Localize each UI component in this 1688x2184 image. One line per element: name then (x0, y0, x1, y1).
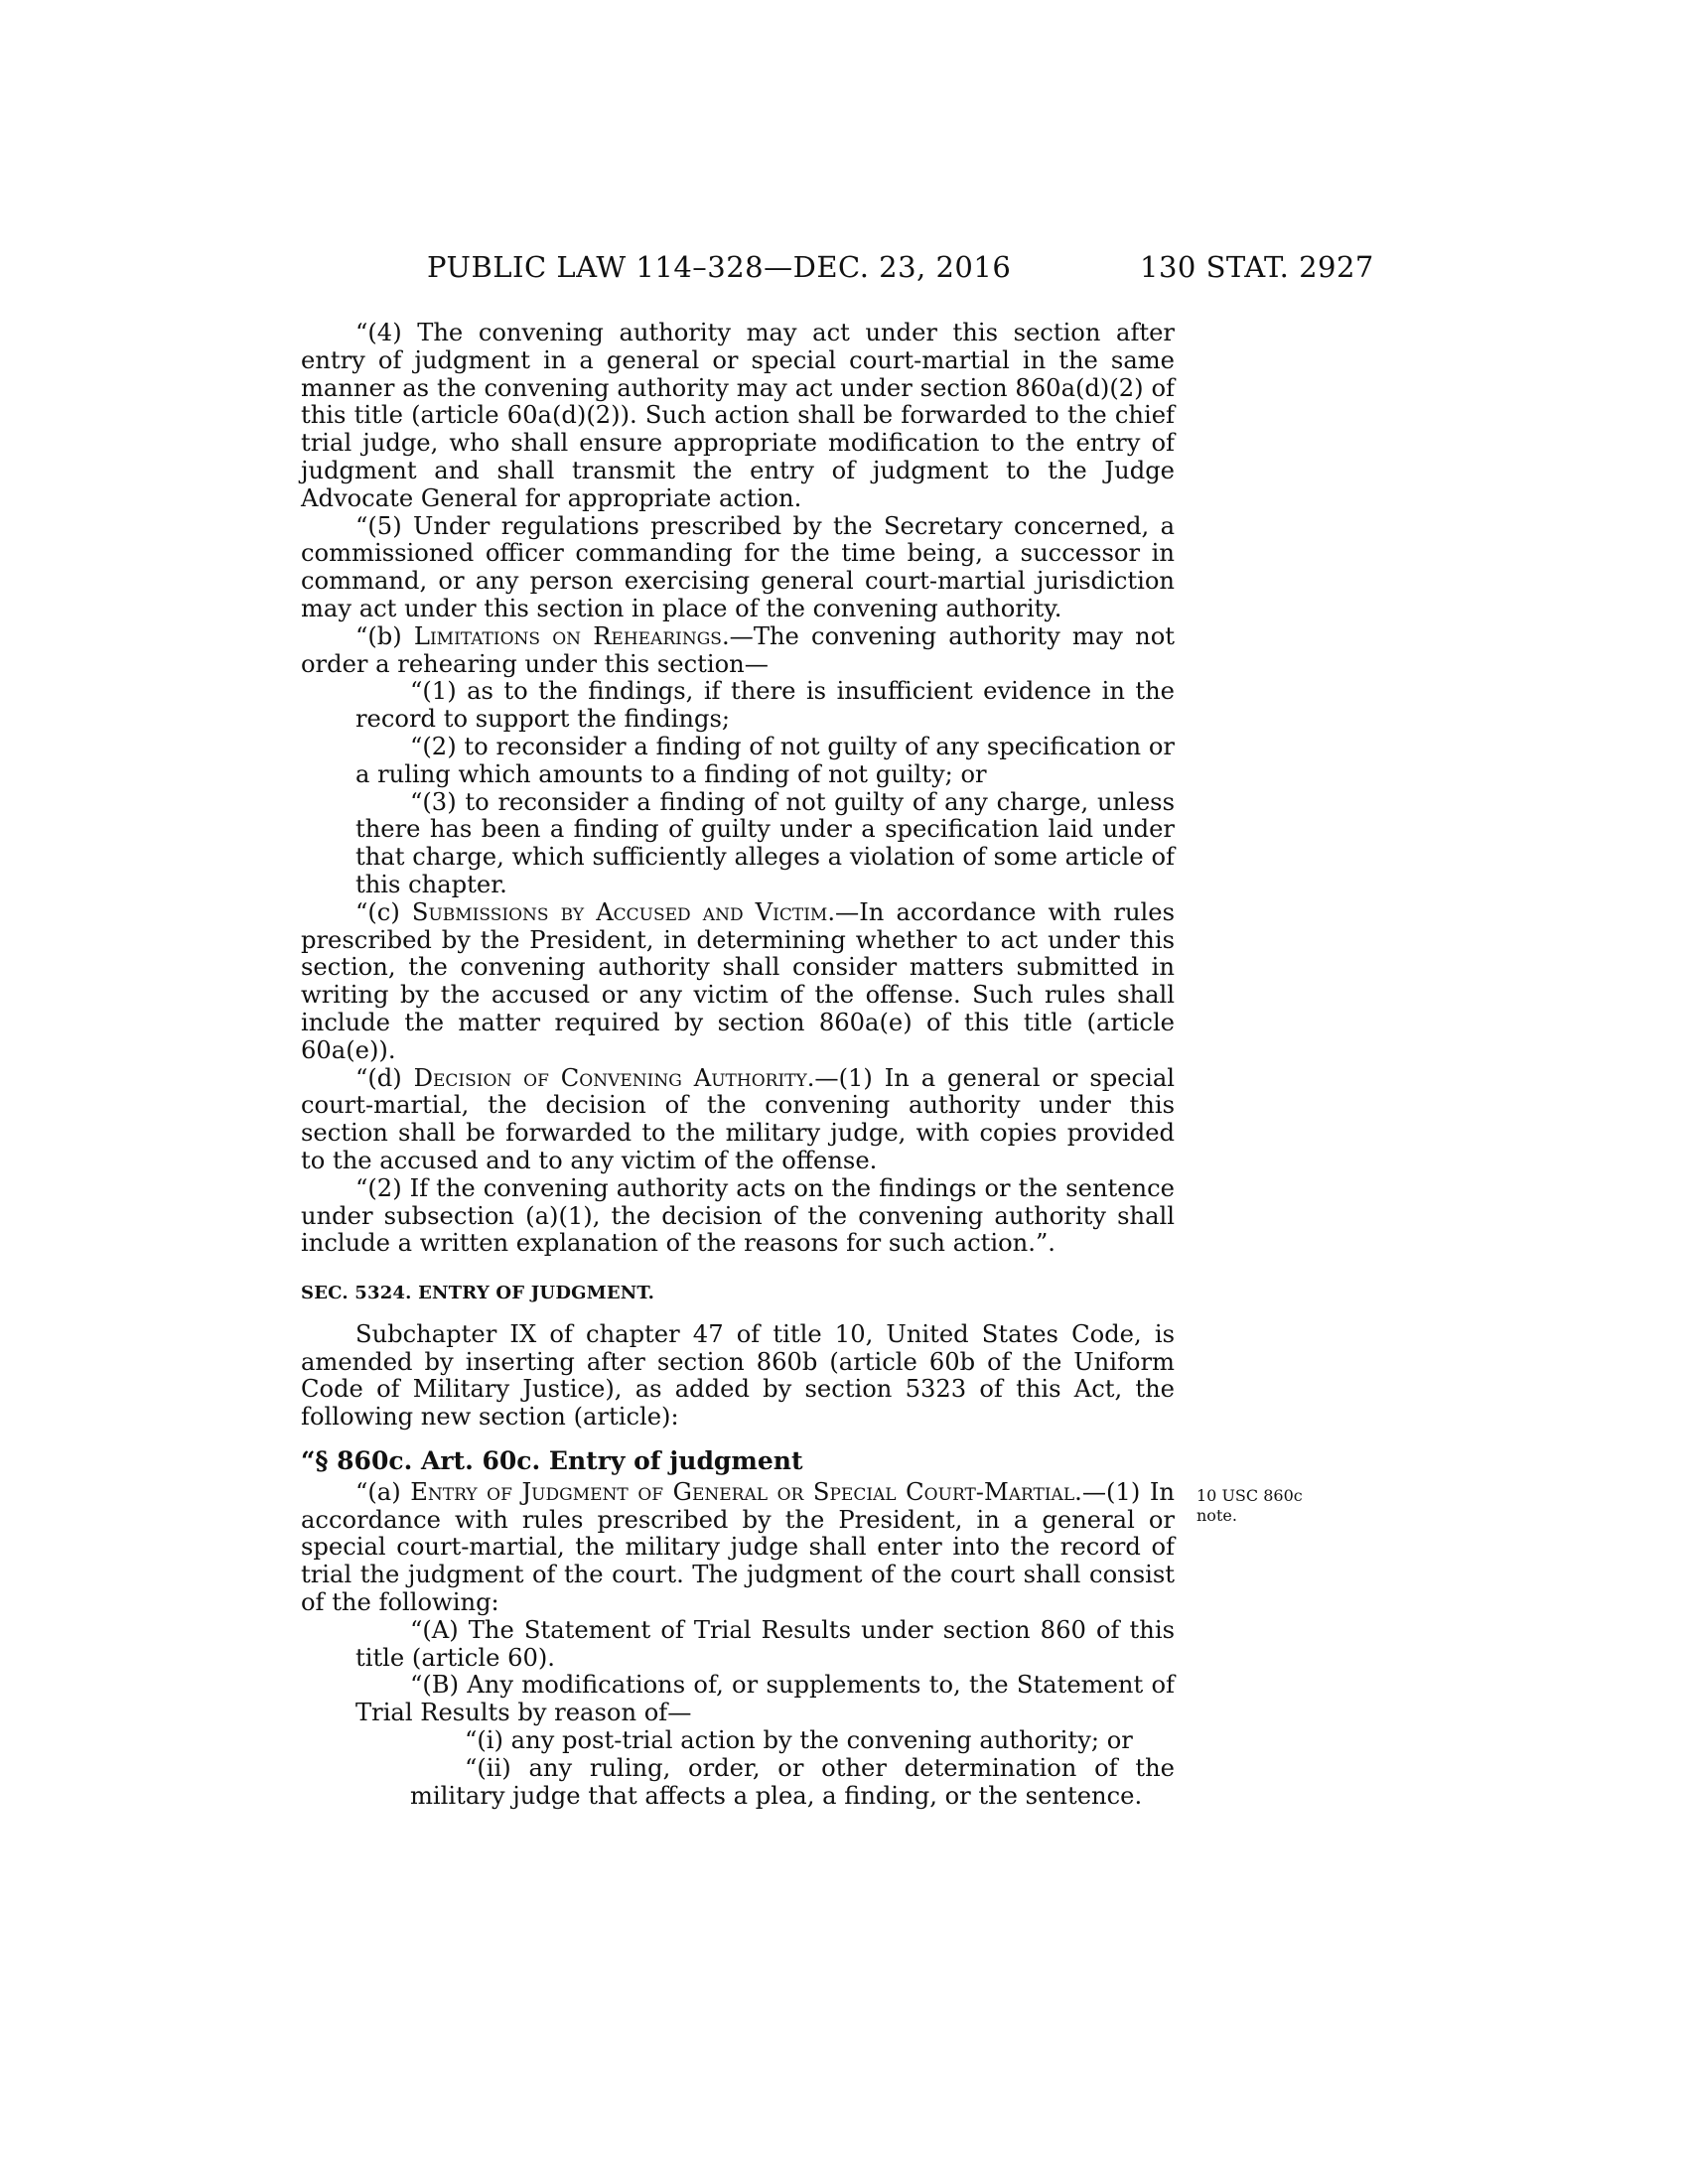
paragraph-d2: “(2) If the convening authority acts on the findings or the sentence under subsection (a)(1), the decision of the convening authority shall include a written explanation of the reasons for such action.”. (301, 1173, 1175, 1258)
paragraph-subchapter: Subchapter IX of chapter 47 of title 10, United States Code, is amended by inserting after section 860b (article 60b of the Uniform Code of Military Justice), as added by section 5323 of this Act, the following new section (article): (301, 1319, 1175, 1432)
paragraph-entry-a-prefix: “(a) (355, 1477, 411, 1506)
section-title: “§ 860c. Art. 60c. Entry of judgment (301, 1446, 803, 1476)
paragraph-b3: “(3) to reconsider a finding of not guilty of any charge, unless there has been a finding of guilty under a specification laid under that charge, which sufficiently alleges a violation of some article of this chapter. (355, 787, 1175, 898)
margin-note (1196, 1486, 1345, 1526)
paragraph-d-prefix: “(d) (355, 1063, 414, 1092)
paragraph-c-caption: Submissions by Accused and Victim (411, 897, 828, 926)
paragraph-d-caption: Decision of Convening Authority (413, 1063, 807, 1092)
paragraph-entry-a-text: .—(1) In accordance with rules prescribed by the President, in a general or special court-martial, the military judge shall enter into the record of trial the judgment of the court. The judgment of the court shall consist of the following: (301, 1477, 1175, 1617)
paragraph-d-text: .—(1) In a general or special court-martial, the decision of the convening authority under this section shall be forwarded to the military judge, with copies provided to the accused and to any victim of the offense. (301, 1063, 1175, 1174)
paragraph-b (301, 623, 1175, 679)
paragraph-entry-a-caption: Entry of Judgment of General or Special Court-Martial (410, 1477, 1075, 1506)
paragraph-b1: “(1) as to the findings, if there is insufficient evidence in the record to support the findings; (355, 677, 1175, 734)
paragraph-ii: “(ii) any ruling, order, or other determination of the military judge that affects a plea, a finding, or the sentence. (410, 1753, 1175, 1810)
paragraph-d (301, 1065, 1175, 1175)
paragraph-c-text: .—In accordance with rules prescribed by the President, in determining whether to act under this section, the convening authority shall consider matters submitted in writing by the accused or any victim of the offense. Such rules shall include the matter required by section 860a(e) of this title (article 60a(e)). (301, 897, 1175, 1064)
paragraph-B: “(B) Any modifications of, or supplements to, the Statement of Trial Results by reason of— (355, 1671, 1175, 1727)
running-head: PUBLIC LAW 114–328—DEC. 23, 2016 (427, 250, 1012, 284)
paragraph-A: “(A) The Statement of Trial Results under section 860 of this title (article 60). (355, 1615, 1175, 1672)
page-body (301, 320, 1175, 1810)
margin-note-line-1: 10 USC 860c (1196, 1486, 1303, 1505)
paragraph-a5: “(5) Under regulations prescribed by the Secretary concerned, a commissioned officer commanding for the time being, a successor in command, or any person exercising general court-martial jurisdiction may act under this section in place of the convening authority. (301, 511, 1175, 622)
paragraph-b2: “(2) to reconsider a finding of not guilty of any specification or a ruling which amounts to a finding of not guilty; or (355, 732, 1175, 788)
page-number: 130 STAT. 2927 (1140, 250, 1374, 284)
paragraph-b-text: .—The convening authority may not order a rehearing under this section— (301, 621, 1175, 678)
paragraph-entry-a (301, 1479, 1175, 1617)
margin-note-line-2: note. (1196, 1506, 1237, 1525)
paragraph-c-prefix: “(c) (355, 897, 412, 926)
paragraph-b-caption: Limitations on Rehearings (413, 621, 722, 650)
paragraph-i: “(i) any post-trial action by the convening authority; or (465, 1726, 1133, 1755)
section-heading: SEC. 5324. ENTRY OF JUDGMENT. (301, 1283, 655, 1304)
paragraph-c (301, 899, 1175, 1065)
paragraph-b-prefix: “(b) (355, 621, 414, 650)
paragraph-a4: “(4) The convening authority may act under this section after entry of judgment in a general or special court-martial in the same manner as the convening authority may act under section 860a(d)(2) of this title (article 60a(d)(2)). Such action shall be forwarded to the chief trial judge, who shall ensure appropriate modification to the entry of judgment and shall transmit the entry of judgment to the Judge Advocate General for appropriate action. (301, 319, 1175, 512)
